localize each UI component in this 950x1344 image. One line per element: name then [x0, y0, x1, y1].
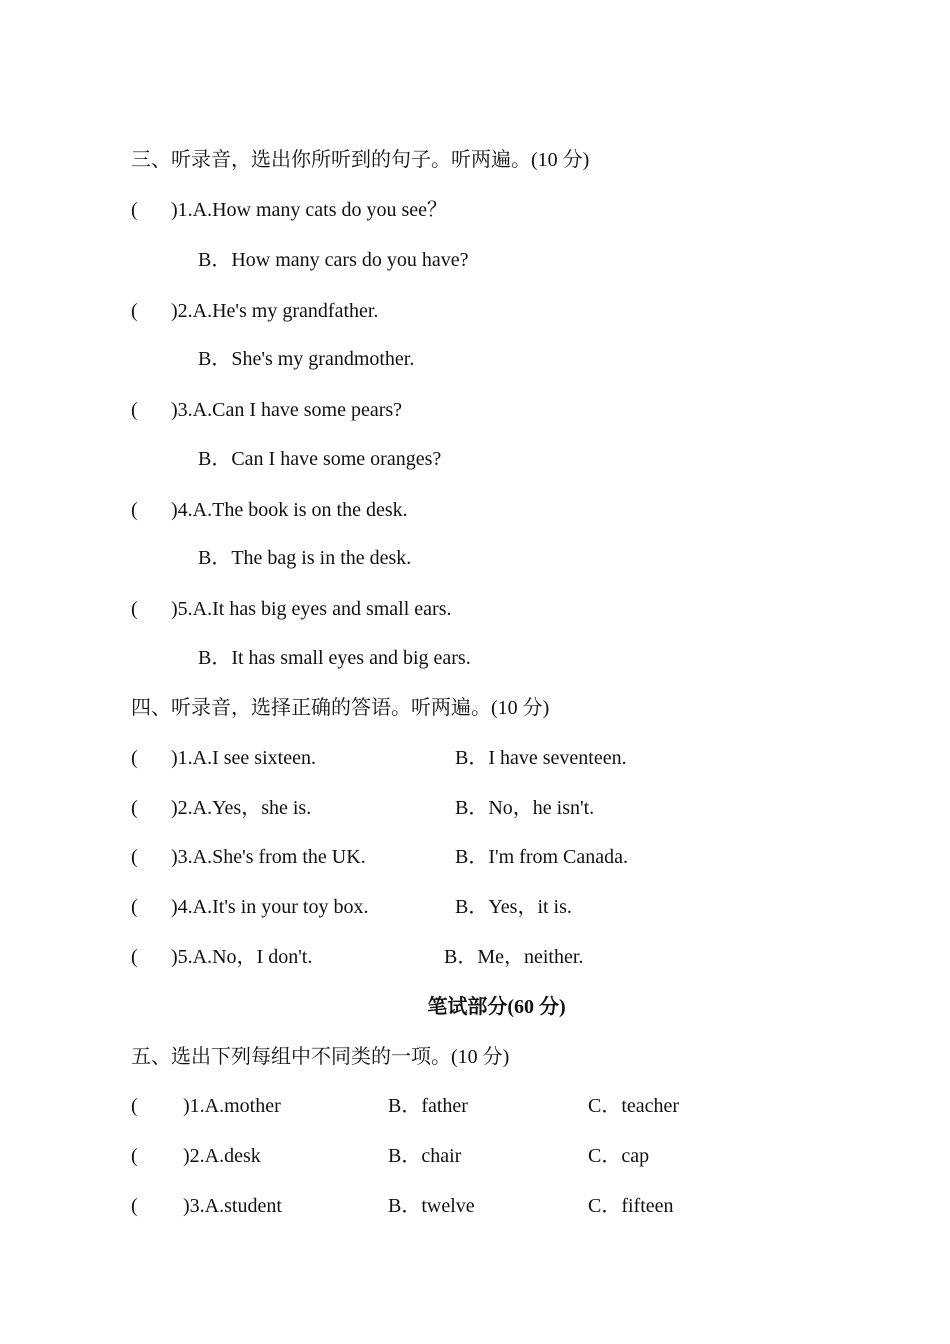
- s4-q2-option-b: B．No，he isn't.: [455, 797, 595, 819]
- s5-q1-option-c: C．teacher: [588, 1095, 680, 1117]
- s5-q1-option-a: )1.A.mother: [183, 1095, 281, 1117]
- section-3-heading: 三、听录音，选出你所听到的句子。听两遍。(10 分): [131, 149, 590, 171]
- s5-q2-option-a: )2.A.desk: [183, 1145, 261, 1167]
- s3-q1-option-a: )1.A.How many cats do you see？: [171, 199, 448, 221]
- s4-q5-option-b: B．Me，neither.: [444, 946, 584, 968]
- answer-paren-4-2[interactable]: (: [131, 797, 138, 819]
- s4-q3-option-b: B．I'm from Canada.: [455, 846, 629, 868]
- answer-paren-5-2[interactable]: (: [131, 1145, 138, 1167]
- s4-q1-option-a: )1.A.I see sixteen.: [171, 747, 316, 769]
- s5-q1-option-b: B．father: [388, 1095, 468, 1117]
- s4-q3-option-a: )3.A.She's from the UK.: [171, 846, 366, 868]
- answer-paren-4-5[interactable]: (: [131, 946, 138, 968]
- s3-q4-option-b: B．The bag is in the desk.: [198, 547, 412, 569]
- s3-q2-option-a: )2.A.He's my grandfather.: [171, 300, 379, 322]
- s3-q5-option-a: )5.A.It has big eyes and small ears.: [171, 598, 452, 620]
- s5-q2-option-c: C．cap: [588, 1145, 650, 1167]
- answer-paren-3-1[interactable]: (: [131, 199, 138, 221]
- s4-q4-option-b: B．Yes，it is.: [455, 896, 572, 918]
- section-5-heading: 五、选出下列每组中不同类的一项。(10 分): [131, 1046, 510, 1068]
- s3-q3-option-a: )3.A.Can I have some pears?: [171, 399, 403, 421]
- answer-paren-3-3[interactable]: (: [131, 399, 138, 421]
- s5-q3-option-c: C．fifteen: [588, 1195, 674, 1217]
- s5-q3-option-b: B．twelve: [388, 1195, 475, 1217]
- s5-q2-option-b: B．chair: [388, 1145, 462, 1167]
- answer-paren-3-4[interactable]: (: [131, 499, 138, 521]
- s3-q1-option-b: B．How many cars do you have?: [198, 249, 469, 271]
- s4-q2-option-a: )2.A.Yes，she is.: [171, 797, 312, 819]
- s4-q5-option-a: )5.A.No，I don't.: [171, 946, 313, 968]
- written-part-title: 笔试部分(60 分): [427, 996, 566, 1018]
- answer-paren-4-1[interactable]: (: [131, 747, 138, 769]
- section-4-heading: 四、听录音，选择正确的答语。听两遍。(10 分): [131, 697, 550, 719]
- s3-q5-option-b: B．It has small eyes and big ears.: [198, 647, 471, 669]
- s4-q4-option-a: )4.A.It's in your toy box.: [171, 896, 369, 918]
- s5-q3-option-a: )3.A.student: [183, 1195, 282, 1217]
- answer-paren-3-5[interactable]: (: [131, 598, 138, 620]
- answer-paren-5-1[interactable]: (: [131, 1095, 138, 1117]
- answer-paren-5-3[interactable]: (: [131, 1195, 138, 1217]
- answer-paren-4-4[interactable]: (: [131, 896, 138, 918]
- s3-q4-option-a: )4.A.The book is on the desk.: [171, 499, 408, 521]
- answer-paren-4-3[interactable]: (: [131, 846, 138, 868]
- s3-q2-option-b: B．She's my grandmother.: [198, 348, 415, 370]
- s3-q3-option-b: B．Can I have some oranges?: [198, 448, 442, 470]
- answer-paren-3-2[interactable]: (: [131, 300, 138, 322]
- s4-q1-option-b: B．I have seventeen.: [455, 747, 627, 769]
